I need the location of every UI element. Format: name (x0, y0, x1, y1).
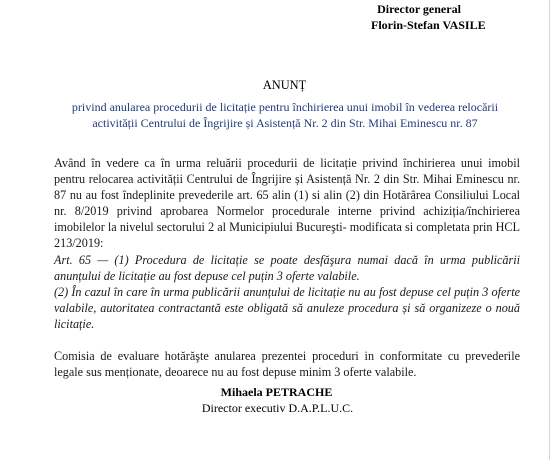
announcement-title-text: ANUNȚ (262, 78, 307, 92)
announcement-body (54, 155, 520, 380)
footer-signatory-name: Mihaela PETRACHE (220, 385, 333, 399)
footer-signatory-role: Director executiv D.A.P.L.U.C. (201, 401, 354, 415)
header-signatory-role: Director general (377, 2, 461, 16)
header-signatory (371, 1, 524, 33)
body-conclusion: Comisia de evaluare hotărăşte anularea prezentei proceduri in conformitate cu prevederile legale sus menționate, deoarece nu au fost depuse minim 3 oferte valabile. (54, 349, 520, 380)
announcement-subtitle: privind anularea procedurii de licitație pentru închirierea unui imobil în vederea relocării activității Centrului de Îngrijire și Asistență Nr. 2 din Str. Mihai Eminescu nr. 87 (71, 100, 499, 130)
body-article-2: (2) În cazul în care în urma publicării anunțului de licitație nu au fost depuse cel puțin 3 oferte valabile, autoritatea contractantă este obligată să anuleze procedura și să organizeze o nouă licitație. (54, 284, 520, 331)
footer-signatory (0, 384, 559, 416)
body-intro: Având în vedere ca în urma reluării procedurii de licitație privind închirierea unui imobil pentru relocarea activității Centrului de Îngrijire și Asistență Nr. 2 din Str. Mihai Eminescu nr. 87 nu au fost îndeplinite prevederile art. 65 alin (1) si alin (2) din Hotărârea Consiliului Local nr. 8/2019 privind aprobarea Normelor procedurale interne privind achiziția/închirierea imobilelor la nivelul sectorului 2 al Municipiului Bucureşti- modificata si completata prin HCL 213/2019: (54, 156, 520, 251)
announcement-title (0, 77, 559, 93)
body-article-1: Art. 65 — (1) Procedura de licitație se poate desfăşura numai dacă în urma publicării anunțului de licitație au fost depuse cel puțin 3 oferte valabile. (54, 252, 520, 283)
header-signatory-name: Florin-Stefan VASILE (371, 18, 486, 32)
